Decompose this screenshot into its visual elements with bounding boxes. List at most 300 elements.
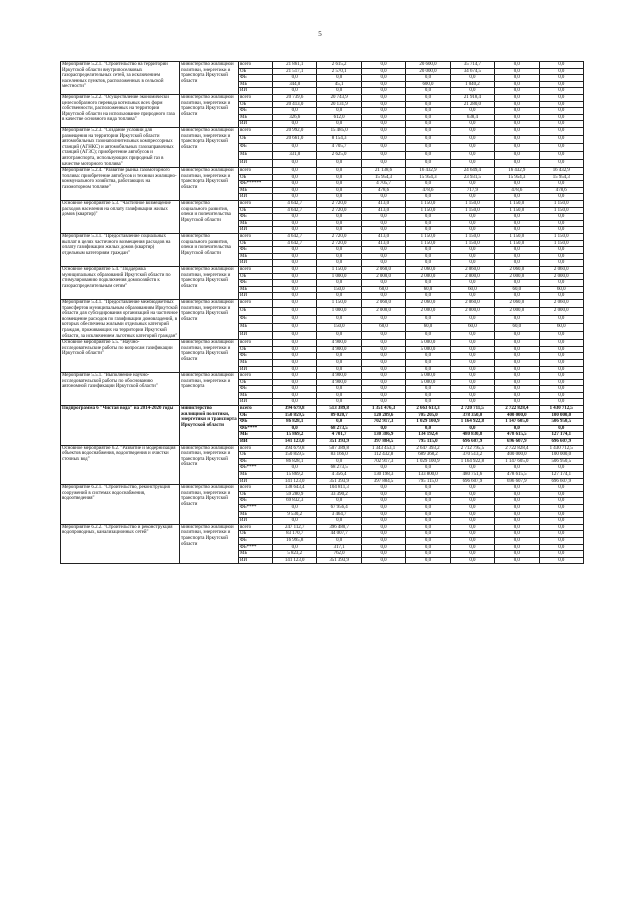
- value-cell: 1 150,0: [539, 201, 583, 208]
- value-cell: 9 530,2: [273, 511, 317, 518]
- value-cell: 1 150,0: [539, 240, 583, 247]
- value-cell: 0,0: [317, 220, 361, 227]
- funding-source-cell: ОБ: [239, 273, 273, 280]
- value-cell: 0,0: [450, 386, 494, 393]
- funding-source-cell: ИИ: [239, 478, 273, 485]
- funding-source-cell: ФБ: [239, 247, 273, 254]
- value-cell: 0,0: [406, 121, 450, 128]
- funding-source-cell: всего: [239, 234, 273, 241]
- value-cell: 2 625,0: [317, 152, 361, 160]
- value-cell: 413,0: [361, 207, 405, 214]
- value-cell: 0,0: [495, 81, 539, 88]
- funding-source-cell: МБ: [239, 187, 273, 194]
- value-cell: 513 389,8: [317, 406, 361, 413]
- value-cell: 0,0: [361, 359, 405, 366]
- value-cell: 0,0: [273, 392, 317, 399]
- value-cell: 480 751,6: [450, 472, 494, 479]
- value-cell: 0,0: [450, 366, 494, 373]
- value-cell: 0,0: [495, 214, 539, 221]
- value-cell: 86 828,1: [273, 419, 317, 426]
- funding-source-cell: ОБ: [239, 101, 273, 108]
- value-cell: 2 000,0: [495, 273, 539, 280]
- value-cell: 0,0: [361, 531, 405, 538]
- value-cell: 0,0: [317, 458, 361, 465]
- value-cell: 0,0: [539, 359, 583, 366]
- value-cell: 0,0: [495, 181, 539, 188]
- value-cell: 0,0: [406, 518, 450, 525]
- value-cell: 0,0: [495, 366, 539, 373]
- value-cell: 1 150,0: [450, 240, 494, 247]
- value-cell: 351 393,9: [317, 557, 361, 564]
- value-cell: 317,1: [317, 544, 361, 551]
- value-cell: 0,0: [495, 518, 539, 525]
- value-cell: 0,0: [495, 108, 539, 115]
- value-cell: 0,0: [495, 511, 539, 518]
- value-cell: 0,0: [406, 399, 450, 406]
- value-cell: 0,0: [406, 114, 450, 121]
- value-cell: 0,0: [539, 465, 583, 472]
- funding-source-cell: МБ: [239, 472, 273, 479]
- value-cell: 0,0: [406, 214, 450, 221]
- value-cell: 2 000,0: [450, 308, 494, 316]
- value-cell: 0,0: [317, 419, 361, 426]
- value-cell: 0,0: [361, 379, 405, 386]
- value-cell: 0,0: [361, 485, 405, 492]
- funding-source-cell: всего: [239, 406, 273, 413]
- value-cell: 0,0: [406, 160, 450, 168]
- value-cell: 0,0: [495, 465, 539, 472]
- value-cell: 0,0: [539, 504, 583, 511]
- value-cell: 0,0: [361, 220, 405, 227]
- value-cell: 0,0: [273, 273, 317, 280]
- funding-source-cell: ИИ: [239, 227, 273, 234]
- value-cell: 0,0: [361, 316, 405, 324]
- value-cell: 0,0: [317, 121, 361, 128]
- value-cell: 0,0: [406, 537, 450, 544]
- value-cell: 0,0: [539, 557, 583, 564]
- executor-cell: министерство жилищной политики, энергетики и транспорта Иркутской области: [180, 62, 239, 95]
- funding-source-cell: ФБ: [239, 458, 273, 465]
- funding-source-cell: ФБ: [239, 419, 273, 426]
- value-cell: 1 430 712,5: [539, 445, 583, 452]
- value-cell: 0,0: [406, 524, 450, 531]
- value-cell: 612,0: [317, 114, 361, 121]
- value-cell: 60,0: [450, 324, 494, 332]
- value-cell: 4 642,7: [273, 207, 317, 214]
- value-cell: 0,0: [317, 168, 361, 175]
- value-cell: 2 570,1: [317, 68, 361, 75]
- value-cell: 0,0: [361, 101, 405, 108]
- value-cell: 0,0: [406, 293, 450, 300]
- value-cell: 83 170,7: [273, 531, 317, 538]
- value-cell: 112 432,8: [361, 452, 405, 459]
- value-cell: 0,0: [406, 386, 450, 393]
- value-cell: 0,0: [450, 75, 494, 82]
- value-cell: 0,0: [495, 62, 539, 69]
- value-cell: 0,0: [273, 220, 317, 227]
- value-cell: 104 811,3: [317, 485, 361, 492]
- value-cell: 138 643,4: [273, 485, 317, 492]
- funding-source-cell: всего: [239, 299, 273, 307]
- value-cell: 0,0: [450, 537, 494, 544]
- funding-source-cell: МБ: [239, 114, 273, 121]
- value-cell: 0,0: [539, 518, 583, 525]
- value-cell: 0,0: [273, 465, 317, 472]
- value-cell: 0,0: [495, 293, 539, 300]
- value-cell: 0,0: [495, 359, 539, 366]
- value-cell: 4 642,7: [273, 234, 317, 241]
- value-cell: 696 607,9: [450, 439, 494, 446]
- value-cell: 60,0: [406, 324, 450, 332]
- value-cell: 2 060,0: [539, 267, 583, 274]
- value-cell: 0,0: [361, 366, 405, 373]
- value-cell: 0,0: [273, 75, 317, 82]
- value-cell: 600,0: [406, 81, 450, 88]
- value-cell: 478 615,5: [495, 472, 539, 479]
- value-cell: 0,0: [361, 524, 405, 531]
- funding-source-cell: ФБ****: [239, 465, 273, 472]
- value-cell: 0,0: [406, 227, 450, 234]
- value-cell: 127 174,1: [539, 472, 583, 479]
- value-cell: 396 480,7: [317, 524, 361, 531]
- value-cell: 0,0: [361, 214, 405, 221]
- funding-source-cell: ОБ: [239, 379, 273, 386]
- funding-source-cell: ФБ: [239, 386, 273, 393]
- value-cell: 0,0: [406, 108, 450, 115]
- financing-table-body: [61, 62, 584, 564]
- value-cell: 0,0: [450, 340, 494, 347]
- activity-title: Мероприятие 5.2.2. "Осуществление экономически целесообразного перевода котельных всех форм собственности, расположенных на территории Иркутской области на использование природного газа в качестве основного вида топлива": [61, 94, 180, 127]
- funding-source-cell: ФБ: [239, 214, 273, 221]
- value-cell: 24 649,4: [450, 168, 494, 175]
- value-cell: 3 464,7: [317, 511, 361, 518]
- value-cell: 0,0: [406, 194, 450, 201]
- table-row: [61, 127, 584, 135]
- value-cell: 0,0: [273, 373, 317, 380]
- value-cell: 0,0: [361, 293, 405, 300]
- value-cell: 1 147 605,0: [495, 458, 539, 465]
- value-cell: 0,0: [539, 121, 583, 128]
- value-cell: 0,0: [361, 491, 405, 498]
- value-cell: 0,0: [539, 316, 583, 324]
- value-cell: 0,0: [450, 359, 494, 366]
- value-cell: 0,0: [450, 280, 494, 287]
- value-cell: 0,0: [273, 324, 317, 332]
- value-cell: 0,0: [273, 108, 317, 115]
- value-cell: 0,0: [495, 557, 539, 564]
- value-cell: 150 859,5: [273, 412, 317, 419]
- value-cell: 4 705,7: [361, 181, 405, 188]
- value-cell: 0,0: [273, 260, 317, 267]
- activity-title: Основное мероприятие 5.4. "Поддержка муниципальных образований Иркутской области по стимулированию подключения домохозяйств к газораспределительным сетям": [61, 267, 180, 300]
- value-cell: 0,0: [450, 379, 494, 386]
- value-cell: 0,0: [495, 194, 539, 201]
- value-cell: 0,0: [361, 346, 405, 353]
- value-cell: 0,0: [495, 144, 539, 152]
- funding-source-cell: ИИ: [239, 557, 273, 564]
- value-cell: 247 112,7: [273, 524, 317, 531]
- activity-title: Мероприятие 6.2.2. "Строительство и реконструкция водопроводных, канализационных сетей": [61, 524, 180, 564]
- value-cell: 0,0: [273, 340, 317, 347]
- executor-cell: министерство жилищной политики, энергетики и транспорта Иркутской области: [180, 340, 239, 373]
- value-cell: 0,0: [273, 88, 317, 95]
- value-cell: 397 884,5: [361, 439, 405, 446]
- value-cell: 0,0: [317, 108, 361, 115]
- value-cell: 2 000,0: [539, 273, 583, 280]
- value-cell: 0,0: [406, 152, 450, 160]
- value-cell: 0,0: [317, 260, 361, 267]
- value-cell: 0,0: [450, 214, 494, 221]
- funding-source-cell: МБ: [239, 81, 273, 88]
- value-cell: 0,0: [539, 392, 583, 399]
- value-cell: 0,0: [539, 108, 583, 115]
- value-cell: 0,0: [539, 214, 583, 221]
- value-cell: 0,0: [495, 316, 539, 324]
- value-cell: 0,0: [406, 491, 450, 498]
- value-cell: 0,0: [450, 465, 494, 472]
- value-cell: 0,0: [317, 187, 361, 194]
- value-cell: 0,0: [406, 101, 450, 108]
- funding-source-cell: ОБ: [239, 240, 273, 247]
- value-cell: 351 393,9: [317, 478, 361, 485]
- value-cell: 0,0: [450, 293, 494, 300]
- value-cell: 0,0: [273, 144, 317, 152]
- value-cell: 0,0: [495, 399, 539, 406]
- funding-source-cell: ФБ: [239, 316, 273, 324]
- value-cell: 0,0: [406, 531, 450, 538]
- value-cell: 0,0: [361, 260, 405, 267]
- value-cell: 1 029 100,9: [406, 419, 450, 426]
- value-cell: 0,0: [495, 392, 539, 399]
- value-cell: 4 701,7: [317, 432, 361, 439]
- value-cell: 60,0: [361, 286, 405, 293]
- executor-cell: министерство жилищной политики, энергетики и транспорта: [180, 373, 239, 406]
- value-cell: 0,0: [273, 160, 317, 168]
- value-cell: 2 060,0: [450, 267, 494, 274]
- funding-source-cell: всего: [239, 445, 273, 452]
- funding-source-cell: ФБ: [239, 280, 273, 287]
- value-cell: 0,0: [273, 181, 317, 188]
- funding-source-cell: ФБ******: [239, 181, 273, 188]
- value-cell: 15 954,3: [361, 174, 405, 181]
- value-cell: 0,0: [450, 531, 494, 538]
- value-cell: 20 661,0: [273, 135, 317, 143]
- funding-source-cell: МБ: [239, 253, 273, 260]
- value-cell: 0,0: [495, 260, 539, 267]
- funding-source-cell: ИИ: [239, 260, 273, 267]
- value-cell: 0,0: [361, 194, 405, 201]
- value-cell: 400 000,0: [495, 452, 539, 459]
- value-cell: 0,0: [450, 121, 494, 128]
- value-cell: 0,0: [539, 498, 583, 505]
- value-cell: 1 150,0: [406, 240, 450, 247]
- value-cell: 130 386,9: [361, 432, 405, 439]
- value-cell: 0,0: [406, 247, 450, 254]
- funding-source-cell: ФБ: [239, 75, 273, 82]
- value-cell: 0,0: [539, 220, 583, 227]
- value-cell: 0,0: [495, 544, 539, 551]
- value-cell: 344,0: [273, 81, 317, 88]
- executor-cell: министерство жилищной политики, энергетики и транспорта Иркутской области: [180, 524, 239, 564]
- value-cell: 2 060,0: [539, 299, 583, 307]
- value-cell: 0,0: [450, 373, 494, 380]
- value-cell: 0,0: [539, 544, 583, 551]
- value-cell: 2 060,0: [450, 299, 494, 307]
- funding-source-cell: МБ: [239, 359, 273, 366]
- funding-source-cell: ИИ: [239, 332, 273, 340]
- value-cell: 0,0: [317, 181, 361, 188]
- value-cell: 0,0: [450, 108, 494, 115]
- value-cell: 696 607,9: [495, 439, 539, 446]
- value-cell: 0,0: [539, 227, 583, 234]
- value-cell: 0,0: [361, 332, 405, 340]
- funding-source-cell: ОБ: [239, 452, 273, 459]
- funding-source-cell: всего: [239, 62, 273, 69]
- value-cell: 1 150,0: [495, 201, 539, 208]
- table-row: [61, 201, 584, 208]
- value-cell: 0,0: [450, 557, 494, 564]
- value-cell: 0,0: [406, 485, 450, 492]
- value-cell: 35 714,7: [450, 62, 494, 69]
- value-cell: 762,0: [317, 551, 361, 558]
- executor-cell: министерство социального развития, опеки и попечительства Иркутской области: [180, 234, 239, 267]
- value-cell: 15 485,0: [317, 127, 361, 135]
- value-cell: 0,0: [273, 353, 317, 360]
- value-cell: 0,0: [406, 332, 450, 340]
- value-cell: 0,0: [361, 247, 405, 254]
- activity-title: Мероприятие 5.2.3. "Создание условий для размещения на территории Иркутской области автомобильных газонаполнительных компрессорных станций (АГНКС) и автомобильных газозаправочных станций (АГЗС); приобретение автобусов и автотранспорта, использующих природный газ в качестве моторного топлива": [61, 127, 180, 167]
- value-cell: 0,0: [406, 75, 450, 82]
- funding-source-cell: всего: [239, 524, 273, 531]
- value-cell: 0,0: [317, 160, 361, 168]
- value-cell: 0,0: [539, 531, 583, 538]
- value-cell: 0,0: [361, 399, 405, 406]
- value-cell: 696 607,9: [495, 478, 539, 485]
- value-cell: 0,0: [317, 174, 361, 181]
- value-cell: 0,0: [495, 75, 539, 82]
- funding-source-cell: ИИ: [239, 160, 273, 168]
- value-cell: 370 513,2: [450, 452, 494, 459]
- value-cell: 0,0: [361, 62, 405, 69]
- value-cell: 1 150,0: [539, 207, 583, 214]
- value-cell: 0,0: [450, 491, 494, 498]
- value-cell: 0,0: [317, 386, 361, 393]
- value-cell: 0,0: [361, 88, 405, 95]
- value-cell: 506 950,5: [539, 458, 583, 465]
- value-cell: 1 000,0: [317, 308, 361, 316]
- value-cell: 689 368,2: [406, 452, 450, 459]
- funding-source-cell: МБ: [239, 324, 273, 332]
- value-cell: 0,0: [361, 544, 405, 551]
- value-cell: 60,0: [406, 286, 450, 293]
- value-cell: 0,0: [273, 366, 317, 373]
- funding-source-cell: ИИ: [239, 399, 273, 406]
- value-cell: 0,0: [495, 227, 539, 234]
- value-cell: 0,0: [273, 544, 317, 551]
- value-cell: 2 060,0: [406, 267, 450, 274]
- funding-source-cell: всего: [239, 94, 273, 101]
- value-cell: 0,0: [406, 425, 450, 432]
- value-cell: 0,0: [361, 81, 405, 88]
- value-cell: 0,0: [317, 518, 361, 525]
- value-cell: 2 060,0: [361, 267, 405, 274]
- funding-source-cell: всего: [239, 201, 273, 208]
- value-cell: 5 823,2: [273, 551, 317, 558]
- value-cell: 0,0: [361, 280, 405, 287]
- value-cell: 0,0: [450, 152, 494, 160]
- funding-source-cell: ФБ****: [239, 504, 273, 511]
- value-cell: 0,0: [273, 346, 317, 353]
- funding-source-cell: МБ: [239, 551, 273, 558]
- value-cell: 2 720 711,5: [450, 406, 494, 413]
- value-cell: 0,0: [495, 498, 539, 505]
- value-cell: 0,0: [361, 498, 405, 505]
- table-row: [61, 445, 584, 452]
- value-cell: 0,0: [317, 537, 361, 544]
- value-cell: 0,0: [539, 399, 583, 406]
- value-cell: 696 607,9: [539, 478, 583, 485]
- value-cell: 413,0: [361, 201, 405, 208]
- value-cell: 0,0: [495, 247, 539, 254]
- funding-source-cell: МБ: [239, 432, 273, 439]
- value-cell: 4 705,7: [317, 144, 361, 152]
- value-cell: 0,0: [539, 511, 583, 518]
- value-cell: 0,0: [361, 373, 405, 380]
- value-cell: 0,0: [539, 152, 583, 160]
- value-cell: 394 679,8: [273, 445, 317, 452]
- funding-source-cell: ИИ: [239, 88, 273, 95]
- value-cell: 0,0: [273, 299, 317, 307]
- value-cell: 0,0: [450, 485, 494, 492]
- value-cell: 15 954,3: [406, 174, 450, 181]
- value-cell: 0,0: [317, 392, 361, 399]
- table-row: [61, 373, 584, 380]
- value-cell: 0,0: [495, 88, 539, 95]
- value-cell: 2 722 828,4: [495, 445, 539, 452]
- activity-title: Мероприятие 5.4.1. "Предоставление межбюджетных трансфертов муниципальным образованиям Иркутской области для субсидирования организаций на частичное возмещение расходов по газификации домовладений, в которых обеспечены жилыми отдельных категорий граждан, проживающих на территории Иркутской области, за исключением льготных категорий граждан": [62, 299, 178, 339]
- value-cell: 0,0: [495, 101, 539, 108]
- funding-source-cell: ИИ: [239, 518, 273, 525]
- value-cell: 2 000,0: [450, 273, 494, 280]
- value-cell: 0,0: [495, 127, 539, 135]
- value-cell: 0,0: [495, 491, 539, 498]
- value-cell: 141 123,0: [273, 557, 317, 564]
- value-cell: 0,0: [539, 253, 583, 260]
- value-cell: 100 000,0: [539, 412, 583, 419]
- value-cell: 0,0: [539, 346, 583, 353]
- value-cell: 4 900,0: [317, 340, 361, 347]
- value-cell: 4 900,0: [317, 379, 361, 386]
- value-cell: 16 432,9: [406, 168, 450, 175]
- activity-title: Основное мероприятие 5.5. "Научно-исследовательские работы по вопросам газификации Иркутской области": [61, 340, 180, 373]
- value-cell: 0,0: [361, 127, 405, 135]
- value-cell: 2 720,0: [317, 201, 361, 208]
- value-cell: 60,0: [495, 286, 539, 293]
- value-cell: 717,9: [450, 187, 494, 194]
- value-cell: 0,0: [406, 144, 450, 152]
- value-cell: 0,0: [539, 551, 583, 558]
- value-cell: 413,0: [361, 240, 405, 247]
- value-cell: 0,0: [495, 253, 539, 260]
- value-cell: 478,6: [495, 187, 539, 194]
- value-cell: 133 800,0: [406, 472, 450, 479]
- value-cell: 0,0: [495, 531, 539, 538]
- value-cell: 1 164 922,8: [450, 419, 494, 426]
- value-cell: 0,0: [539, 524, 583, 531]
- value-cell: 378 350,0: [450, 412, 494, 419]
- value-cell: 0,0: [450, 144, 494, 152]
- value-cell: 15 869,2: [273, 472, 317, 479]
